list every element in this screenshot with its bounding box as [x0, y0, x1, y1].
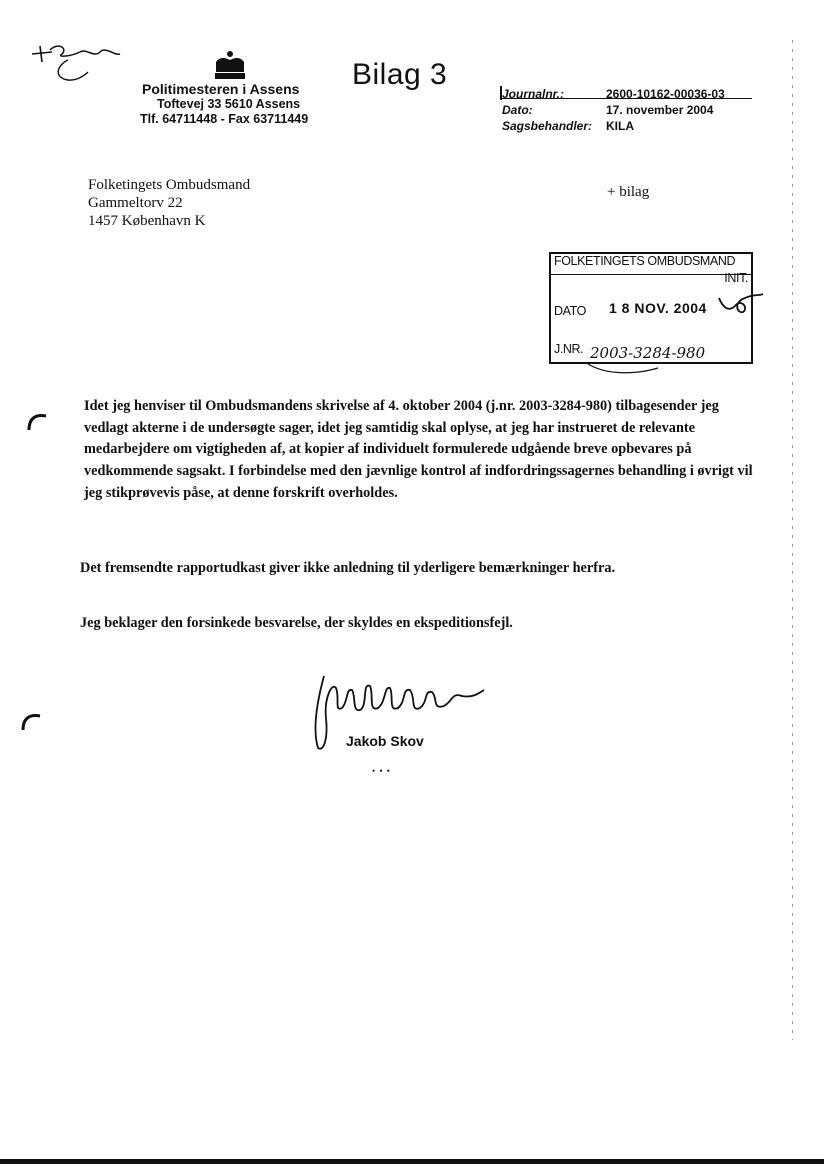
handler-value: KILA — [606, 119, 634, 133]
recipient-line-1: Folketingets Ombudsmand — [88, 177, 251, 193]
handwritten-bilag-note — [28, 40, 128, 84]
recipient-line-3: 1457 København K — [88, 213, 206, 229]
journal-block — [502, 86, 725, 134]
hole-punch-icon — [20, 710, 42, 732]
journalnr-value: 2600-10162-00036-03 — [606, 87, 725, 101]
stamp-jnr-handwritten: 2003-3284-980 — [590, 344, 706, 362]
stamp-dato-label: DATO — [554, 304, 586, 318]
org-phone-fax: Tlf. 64711448 - Fax 63711449 — [140, 112, 309, 126]
org-address: Toftevej 33 5610 Assens — [157, 97, 301, 111]
recipient-address — [88, 176, 250, 230]
recipient-line-2: Gammeltorv 22 — [88, 195, 183, 211]
date-label: Dato: — [502, 103, 533, 117]
handler-label: Sagsbehandler: — [502, 119, 593, 133]
annex-label: Bilag 3 — [352, 58, 448, 91]
crown-icon — [212, 50, 248, 82]
handwritten-initials — [715, 288, 765, 318]
signer-name: Jakob Skov — [346, 733, 424, 749]
stamp-divider — [551, 274, 751, 275]
letterhead — [142, 82, 308, 127]
journalnr-label: Journalnr.: — [502, 87, 565, 101]
body-paragraph-1: Idet jeg henviser til Ombudsmandens skrivelse af 4. oktober 2004 (j.nr. 2003-3284-980) tilbagesender jeg vedlagt akterne i de undersøgte sager, idet jeg samtidig skal oplyse, at jeg har instrueret de relevante medarbejdere om vigtigheden af, at kopier af individuelt formulerede udgående breve opbevares på vedkommende sagsakt. I forbindelse med den jævnlige kontrol af indfordringssagernes behandling i øvrigt vil jeg stikprøvevis påse, at denne forskrift overholdes. — [84, 398, 753, 501]
scan-bottom-bar — [0, 1159, 824, 1164]
body-paragraph-2: Det fremsendte rapportudkast giver ikke anledning til yderligere bemærkninger herfra. — [80, 560, 616, 576]
hole-punch-icon — [26, 410, 48, 432]
org-name: Politimesteren i Assens — [142, 81, 300, 97]
scan-dots: • • • — [372, 766, 391, 776]
scan-edge — [792, 40, 793, 1040]
body-paragraph-3: Jeg beklager den forsinkede besvarelse, der skyldes en ekspeditionsfejl. — [80, 615, 513, 631]
stamp-init-label: INIT. — [724, 271, 748, 285]
stamp-jnr-label: J.NR. — [554, 342, 584, 356]
date-value: 17. november 2004 — [606, 103, 714, 117]
stamp-title: FOLKETINGETS OMBUDSMAND — [554, 254, 736, 268]
stamp-date: 1 8 NOV. 2004 — [609, 300, 707, 316]
handwritten-jnr — [578, 340, 748, 380]
enclosure-note: + bilag — [607, 184, 650, 200]
